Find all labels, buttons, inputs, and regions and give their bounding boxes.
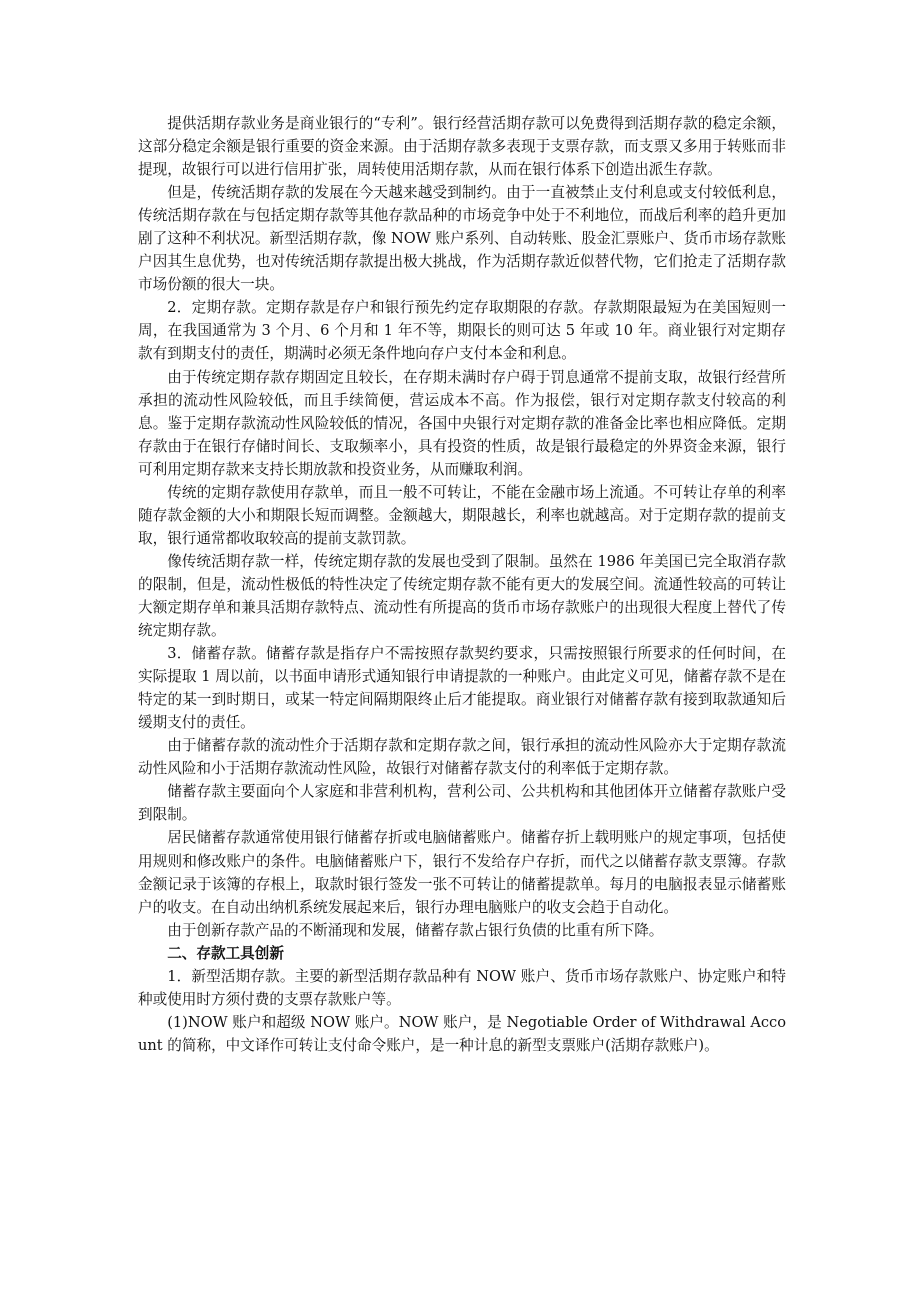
paragraph-time-deposit-definition: 2．定期存款。定期存款是存户和银行预先约定存取期限的存款。存款期限最短为在美国短则一周，在我国通常为 3 个月、6 个月和 1 年不等，期限长的则可达 5 年或 10 年。商业银行对定期存款有到期支付的责任，期满时必须无条件地向存户支付本金和利息。 — [138, 299, 786, 363]
paragraph-now-account: (1)NOW 账户和超级 NOW 账户。NOW 账户，是 Negotiable Order of Withdrawal Account 的简称，中文译作可转让支付命令账户，是一种计息的新型支票账户(活期存款账户)。 — [138, 1013, 786, 1054]
paragraph-savings-deposit-definition: 3．储蓄存款。储蓄存款是指存户不需按照存款契约要求，只需按照银行所要求的任何时间，在实际提取 1 周以前，以书面申请形式通知银行申请提款的一种账户。由此定义可见，储蓄存款不是在特定的某一到时期日，或某一特定间隔期限终止后才能提取。商业银行对储蓄存款有接到取款通知后缓期支付的责任。 — [138, 645, 786, 732]
paragraph-savings-deposit-liquidity: 由于储蓄存款的流动性介于活期存款和定期存款之间，银行承担的流动性风险亦大于定期存款流动性风险和小于活期存款流动性风险，故银行对储蓄存款支付的利率低于定期存款。 — [138, 737, 786, 778]
paragraph-savings-passbook: 居民储蓄存款通常使用银行储蓄存折或电脑储蓄账户。储蓄存折上载明账户的规定事项，包括使用规则和修改账户的条件。电脑储蓄账户下，银行不发给存户存折，而代之以储蓄存款支票簿。存款金额记录于该簿的存根上，取款时银行签发一张不可转让的储蓄提款单。每月的电脑报表显示储蓄账户的收支。在自动出纳机系统发展起来后，银行办理电脑账户的收支会趋于自动化。 — [138, 829, 786, 916]
paragraph-savings-decline: 由于创新存款产品的不断涌现和发展，储蓄存款占银行负债的比重有所下降。 — [167, 921, 664, 939]
paragraph-time-deposit-risk: 由于传统定期存款存期固定且较长，在存期未满时存户碍于罚息通常不提前支取，故银行经营所承担的流动性风险较低，而且手续简便，营运成本不高。作为报偿，银行对定期存款支付较高的利息。鉴于定期存款流动性风险较低的情况，各国中央银行对定期存款的准备金比率也相应降低。定期存款由于在银行存储时间长、支取频率小，具有投资的性质，故是银行最稳定的外界资金来源，银行可利用定期存款来支持长期放款和投资业务，从而赚取利润。 — [138, 368, 786, 478]
paragraph-time-deposit-limits: 像传统活期存款一样，传统定期存款的发展也受到了限制。虽然在 1986 年美国已完全取消存款的限制，但是，流动性极低的特性决定了传统定期存款不能有更大的发展空间。流通性较高的可转让大额定期存单和兼具活期存款特点、流动性有所提高的货币市场存款账户的出现很大程度上替代了传统定期存款。 — [138, 552, 786, 640]
paragraph-time-deposit-certificate: 传统的定期存款使用存款单，而且一般不可转让，不能在金融市场上流通。不可转让存单的利率随存款金额的大小和期限长短而调整。金额越大，期限越长，利率也就越高。对于定期存款的提前支取，银行通常都收取较高的提前支款罚款。 — [138, 483, 786, 547]
document-page — [138, 112, 786, 1057]
paragraph-demand-deposit-constraints: 但是，传统活期存款的发展在今天越来越受到制约。由于一直被禁止支付利息或支付较低利息，传统活期存款在与包括定期存款等其他存款品种的市场竞争中处于不利地位，而战后利率的趋升更加剧了这种不利状况。新型活期存款，像 NOW 账户系列、自动转账、股金汇票账户、货币市场存款账户因其生息优势，也对传统活期存款提出极大挑战，作为活期存款近似替代物，它们抢走了活期存款市场份额的很大一块。 — [138, 184, 786, 294]
paragraph-savings-deposit-customers: 储蓄存款主要面向个人家庭和非营利机构，营利公司、公共机构和其他团体开立储蓄存款账户受到限制。 — [138, 783, 786, 824]
section-heading: 二、存款工具创新 — [167, 944, 284, 962]
paragraph-demand-deposit-privilege: 提供活期存款业务是商业银行的“专利”。银行经营活期存款可以免费得到活期存款的稳定余额，这部分稳定余额是银行重要的资金来源。由于活期存款多表现于支票存款，而支票又多用于转账而非提现，故银行可以进行信用扩张，周转使用活期存款，从而在银行体系下创造出派生存款。 — [138, 115, 786, 179]
paragraph-new-demand-deposit: 1．新型活期存款。主要的新型活期存款品种有 NOW 账户、货币市场存款账户、协定账户和特种或使用时方须付费的支票存款账户等。 — [138, 967, 786, 1008]
